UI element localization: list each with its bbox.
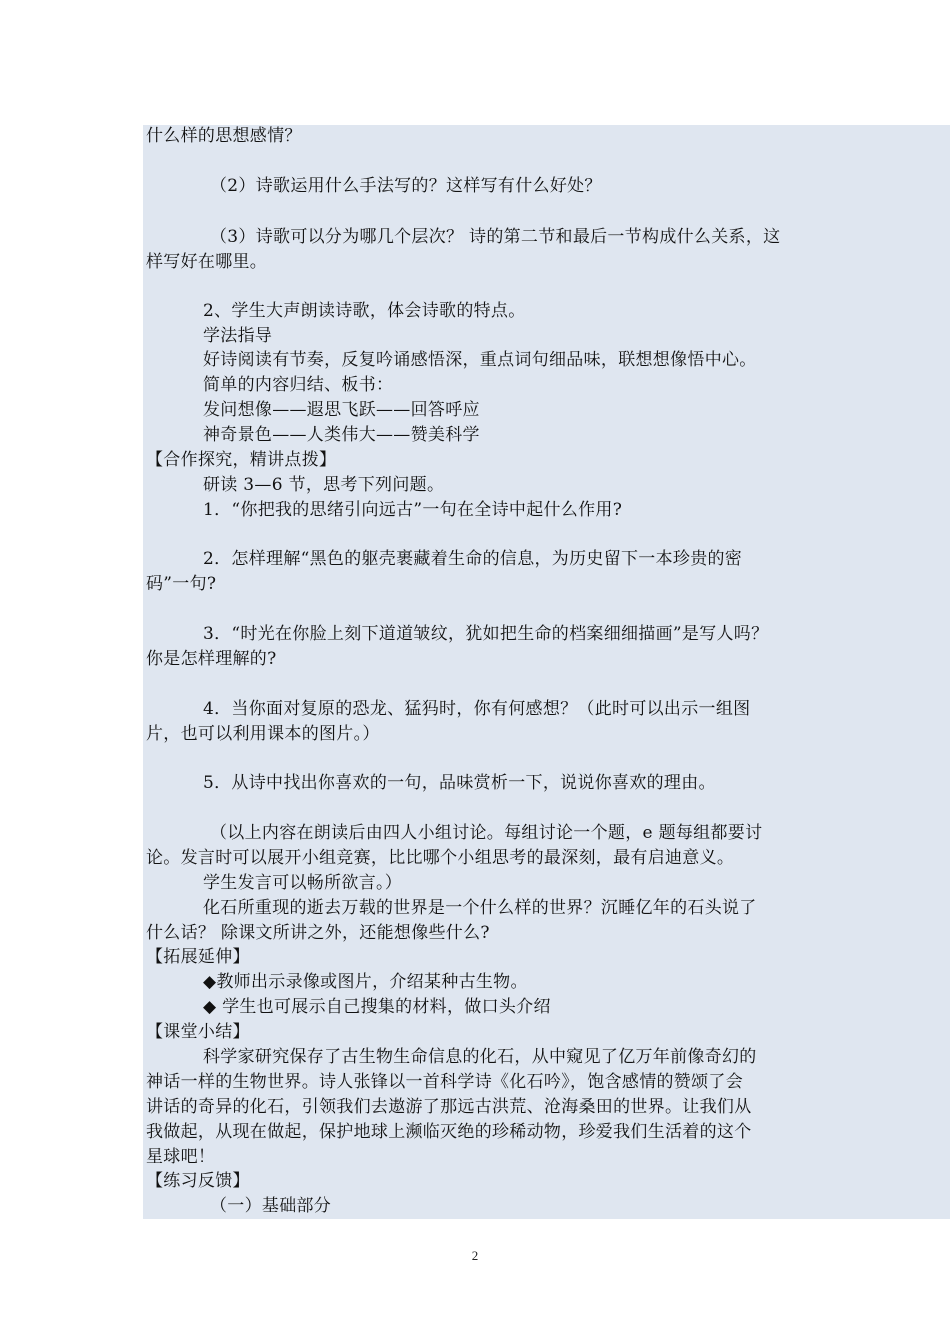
question-line: 4．当你面对复原的恐龙、猛犸时，你有何感想？（此时可以出示一组图 <box>203 699 751 719</box>
text-line: 码”一句? <box>146 574 217 594</box>
text-line: 学生发言可以畅所欲言。） <box>203 873 403 893</box>
summary-line: 讲话的奇异的化石，引领我们去遨游了那远古洪荒、沧海桑田的世界。让我们从 <box>146 1097 752 1117</box>
text-line: 简单的内容归结、板书： <box>203 375 394 395</box>
board-summary-line: 发问想像——遐思飞跃——回答呼应 <box>203 400 480 420</box>
question-line: 5．从诗中找出你喜欢的一句，品味赏析一下，说说你喜欢的理由。 <box>203 773 716 793</box>
text-line: 什么话？ 除课文所讲之外，还能想像些什么? <box>146 923 490 943</box>
section-heading: 【练习反馈】 <box>146 1171 250 1191</box>
text-line: 学法指导 <box>203 326 273 346</box>
text-line: 2、学生大声朗读诗歌，体会诗歌的特点。 <box>203 301 526 321</box>
section-heading: 【课堂小结】 <box>146 1022 250 1042</box>
bullet-item: ◆教师出示录像或图片，介绍某种古生物。 <box>203 972 528 992</box>
text-line: 论。发言时可以展开小组竞赛，比比哪个小组思考的最深刻，最有启迪意义。 <box>146 848 735 868</box>
text-line: 你是怎样理解的? <box>146 649 277 669</box>
text-line: （一）基础部分 <box>210 1196 332 1216</box>
summary-line: 科学家研究保存了古生物生命信息的化石，从中窥见了亿万年前像奇幻的 <box>203 1047 757 1067</box>
board-summary-line: 神奇景色——人类伟大——赞美科学 <box>203 425 480 445</box>
summary-line: 星球吧！ <box>146 1147 216 1167</box>
text-line: （以上内容在朗读后由四人小组讨论。每组讨论一个题，e 题每组都要讨 <box>210 823 763 843</box>
section-heading: 【拓展延伸】 <box>146 947 250 967</box>
text-line: 化石所重现的逝去万载的世界是一个什么样的世界？沉睡亿年的石头说了 <box>203 898 757 918</box>
section-heading: 【合作探究，精讲点拨】 <box>146 450 337 470</box>
summary-line: 我做起，从现在做起，保护地球上濒临灭绝的珍稀动物，珍爱我们生活着的这个 <box>146 1122 752 1142</box>
text-line: 片，也可以利用课本的图片。） <box>146 724 380 744</box>
page-number: 2 <box>471 1248 479 1263</box>
question-line: （3）诗歌可以分为哪几个层次？ 诗的第二节和最后一节构成什么关系，这 <box>210 227 781 247</box>
summary-line: 神话一样的生物世界。诗人张锋以一首科学诗《化石吟》，饱含感情的赞颂了会 <box>146 1072 743 1092</box>
question-line: 3．“时光在你脸上刻下道道皱纹，犹如把生命的档案细细描画”是写人吗？ <box>203 624 769 644</box>
question-line: （2）诗歌运用什么手法写的？这样写有什么好处？ <box>210 176 602 196</box>
question-line: 1．“你把我的思绪引向远古”一句在全诗中起什么作用? <box>203 500 623 520</box>
text-line: 研读 3—6 节，思考下列问题。 <box>203 475 445 495</box>
text-line: 什么样的思想感情？ <box>146 126 302 146</box>
question-line: 2．怎样理解“黑色的躯壳裹藏着生命的信息，为历史留下一本珍贵的密 <box>203 549 743 569</box>
bullet-item: ◆ 学生也可展示自己搜集的材料，做口头介绍 <box>203 997 551 1017</box>
text-line: 样写好在哪里。 <box>146 252 268 272</box>
text-line: 好诗阅读有节奏，反复吟诵感悟深，重点词句细品味，联想想像悟中心。 <box>203 350 757 370</box>
